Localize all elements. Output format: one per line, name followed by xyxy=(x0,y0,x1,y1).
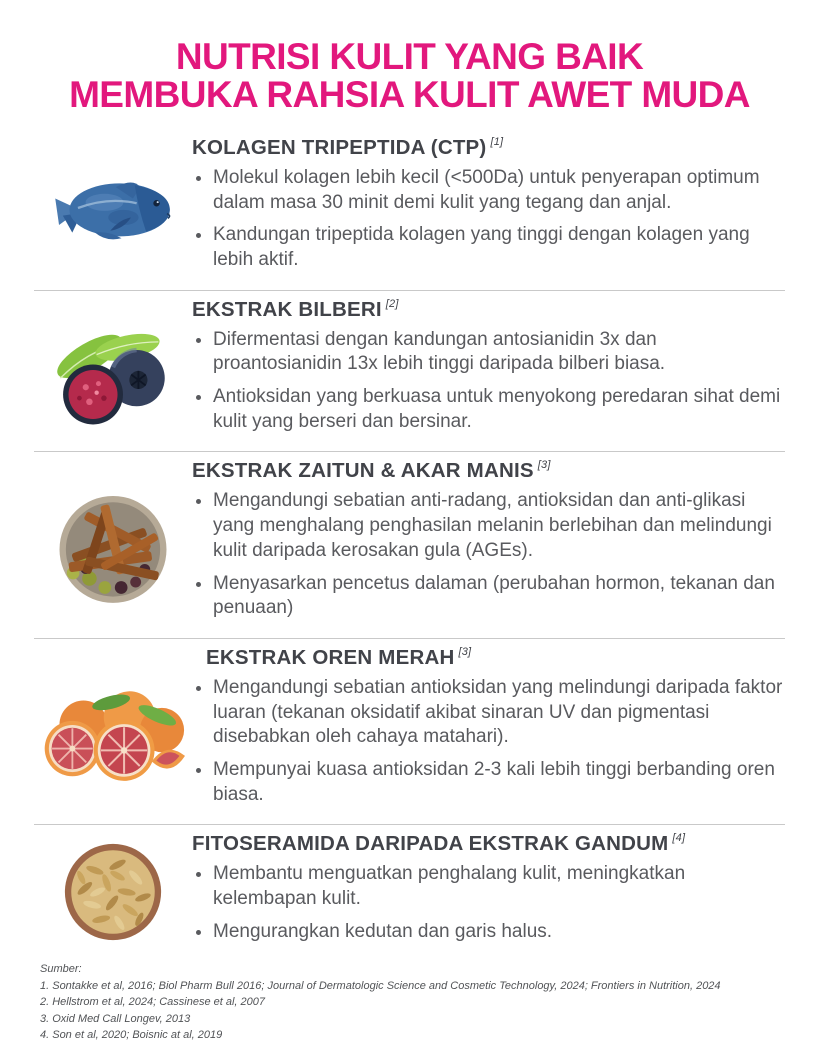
bullet-item: • Molekul kolagen lebih kecil (<500Da) untuk penyerapan optimum dalam masa 30 minit demi kulit yang tegang dan anjal. xyxy=(213,166,785,215)
footnote-ref: [4] xyxy=(672,832,686,845)
section-heading xyxy=(192,298,785,322)
section-art xyxy=(34,671,192,791)
bullet-item: • Mengandungi sebatian anti-radang, antioksidan dan anti-glikasi yang menghalang penghasilan melanin berlebihan dan melindungi kulit daripada kerosakan gula (AGEs). xyxy=(213,489,785,563)
bullet-list xyxy=(192,328,785,435)
section-heading xyxy=(192,832,785,856)
bullet-item: • Mengandungi sebatian antioksidan yang melindungi daripada faktor luaran (tekanan oksidatif akibat sinaran UV dan pigmentasi disebabkan oleh cahaya matahari). xyxy=(213,676,785,750)
section-art xyxy=(34,480,192,608)
title-line-1: NUTRISI KULIT YANG BAIK xyxy=(175,36,644,77)
section-content xyxy=(192,646,785,815)
source-line: 4. Son et al, 2020; Boisnic at al, 2019 xyxy=(40,1029,223,1042)
section-art xyxy=(34,311,192,429)
source-line: 2. Hellstrom et al, 2024; Cassinese et al, 2007 xyxy=(40,996,266,1009)
bullet-item: • Mempunyai kuasa antioksidan 2-3 kali lebih tinggi berbanding oren biasa. xyxy=(213,758,785,807)
section-collagen-tripeptide xyxy=(34,129,785,290)
footnote-ref: [3] xyxy=(458,645,472,658)
blue-fish-image xyxy=(42,160,184,256)
section-olive-licorice-extract xyxy=(34,452,785,637)
heading-text: EKSTRAK BILBERI xyxy=(192,297,382,321)
bullet-item: • Kandungan tripeptida kolagen yang tinggi dengan kolagen yang lebih aktif. xyxy=(213,223,785,272)
sources-label: Sumber: xyxy=(40,963,82,976)
footnote-ref: [3] xyxy=(537,459,551,472)
section-content xyxy=(192,832,785,952)
heading-text: FITOSERAMIDA DARIPADA EKSTRAK GANDUM xyxy=(192,832,669,856)
heading-text: EKSTRAK ZAITUN & AKAR MANIS xyxy=(192,459,534,483)
section-heading xyxy=(192,136,785,160)
section-bilberry-extract xyxy=(34,291,785,452)
section-heading xyxy=(192,646,785,670)
section-wheat-phytoceramide xyxy=(34,825,785,961)
title-line-2: MEMBUKA RAHSIA KULIT AWET MUDA xyxy=(69,74,750,116)
page-title xyxy=(34,38,785,115)
bullet-item: • Menyasarkan pencetus dalaman (perubahan hormon, tekanan dan penuaan) xyxy=(213,572,785,621)
section-content xyxy=(192,136,785,281)
section-content xyxy=(192,298,785,443)
bilberry-image xyxy=(49,311,177,429)
sources-footnotes xyxy=(34,961,785,1044)
bullet-item: • Mengurangkan kedutan dan garis halus. xyxy=(213,920,785,945)
bullet-item: • Antioksidan yang berkuasa untuk menyokong peredaran sihat demi kulit yang berseri dan bersinar. xyxy=(213,385,785,434)
footnote-ref: [1] xyxy=(490,135,504,148)
footnote-ref: [2] xyxy=(385,297,399,310)
source-line: 1. Sontakke et al, 2016; Biol Pharm Bull 2016; Journal of Dermatologic Science and Cosmetic Technology, 2024; Frontiers in Nutrition, 2024 xyxy=(40,979,721,992)
olive-licorice-image xyxy=(45,480,181,608)
wheat-grain-bowl-image xyxy=(54,837,172,947)
bullet-item: • Membantu menguatkan penghalang kulit, meningkatkan kelembapan kulit. xyxy=(213,862,785,911)
bullet-item: • Difermentasi dengan kandungan antosianidin 3x dan proantosianidin 13x lebih tinggi daripada bilberi biasa. xyxy=(213,328,785,377)
sections-list xyxy=(34,129,785,961)
blood-orange-image xyxy=(39,671,187,791)
bullet-list xyxy=(192,676,785,807)
source-line: 3. Oxid Med Call Longev, 2013 xyxy=(40,1012,191,1025)
section-art xyxy=(34,160,192,256)
section-art xyxy=(34,837,192,947)
section-heading xyxy=(192,459,785,483)
section-content xyxy=(192,459,785,628)
bullet-list xyxy=(192,166,785,273)
bullet-list xyxy=(192,489,785,620)
heading-text: KOLAGEN TRIPEPTIDA (CTP) xyxy=(192,135,487,159)
heading-text: EKSTRAK OREN MERAH xyxy=(206,645,455,669)
bullet-list xyxy=(192,862,785,944)
section-blood-orange-extract xyxy=(34,639,785,824)
